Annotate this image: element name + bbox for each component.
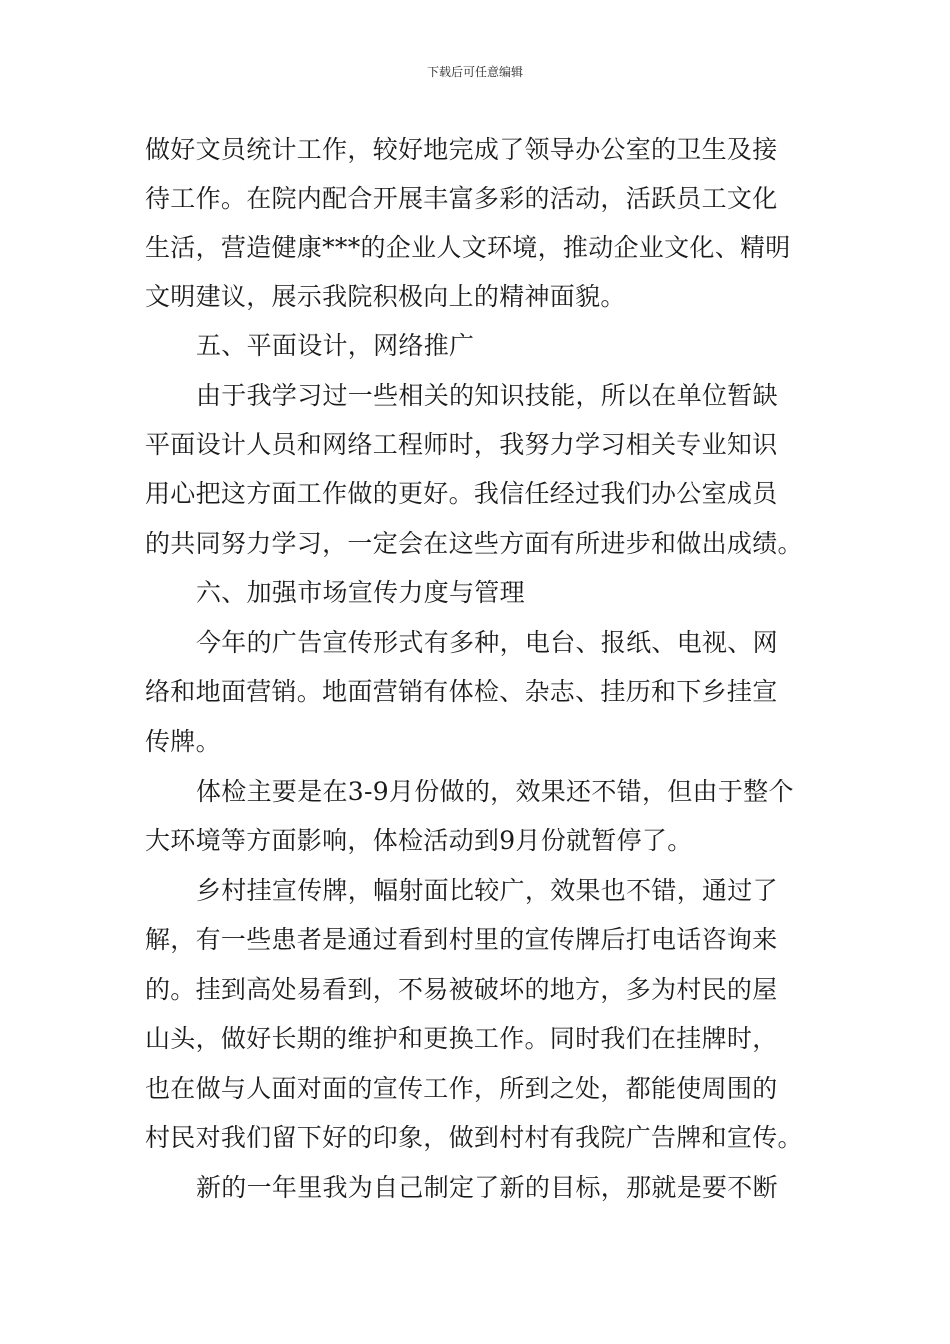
paragraph-start-line: 乡村挂宣传牌，幅射面比较广，效果也不错，通过了 [196, 876, 778, 905]
section-heading-6: 六、加强市场宣传力度与管理 [196, 578, 525, 607]
body-line-3: 生活，营造健康***的企业人文环境，推动企业文化、精明 [145, 233, 791, 262]
section-heading-5: 五、平面设计，网络推广 [196, 331, 475, 360]
body-line-7: 平面设计人员和网络工程师时，我努力学习相关专业知识 [145, 430, 778, 459]
body-line-12: 络和地面营销。地面营销有体检、杂志、挂历和下乡挂宣 [145, 677, 778, 706]
body-line-9: 的共同努力学习，一定会在这些方面有所进步和做出成绩。 [145, 529, 803, 558]
paragraph-start-line: 新的一年里我为自己制定了新的目标，那就是要不断 [196, 1173, 778, 1202]
body-line-8: 用心把这方面工作做的更好。我信任经过我们办公室成员 [145, 479, 778, 508]
body-line-19: 山头，做好长期的维护和更换工作。同时我们在挂牌时， [145, 1024, 778, 1053]
body-line-2: 待工作。在院内配合开展丰富多彩的活动，活跃员工文化 [145, 184, 778, 213]
body-line-21: 村民对我们留下好的印象，做到村村有我院广告牌和宣传。 [145, 1123, 803, 1152]
body-line-13: 传牌。 [145, 727, 221, 756]
body-line-18: 的。挂到高处易看到，不易被破坏的地方，多为村民的屋 [145, 975, 778, 1004]
paragraph-start-line: 今年的广告宣传形式有多种，电台、报纸、电视、网 [196, 628, 778, 657]
body-line-17: 解，有一些患者是通过看到村里的宣传牌后打电话咨询来 [145, 925, 778, 954]
body-line-15: 大环境等方面影响，体检活动到9月份就暂停了。 [145, 826, 693, 855]
body-line-20: 也在做与人面对面的宣传工作，所到之处，都能使周围的 [145, 1074, 778, 1103]
paragraph-start-line: 由于我学习过一些相关的知识技能，所以在单位暂缺 [196, 381, 778, 410]
paragraph-start-line: 体检主要是在3-9月份做的，效果还不错，但由于整个 [196, 777, 794, 806]
page-header-note: 下载后可任意编辑 [426, 65, 523, 79]
body-line-4: 文明建议，展示我院积极向上的精神面貌。 [145, 282, 626, 311]
body-line-1: 做好文员统计工作，较好地完成了领导办公室的卫生及接 [145, 135, 778, 164]
